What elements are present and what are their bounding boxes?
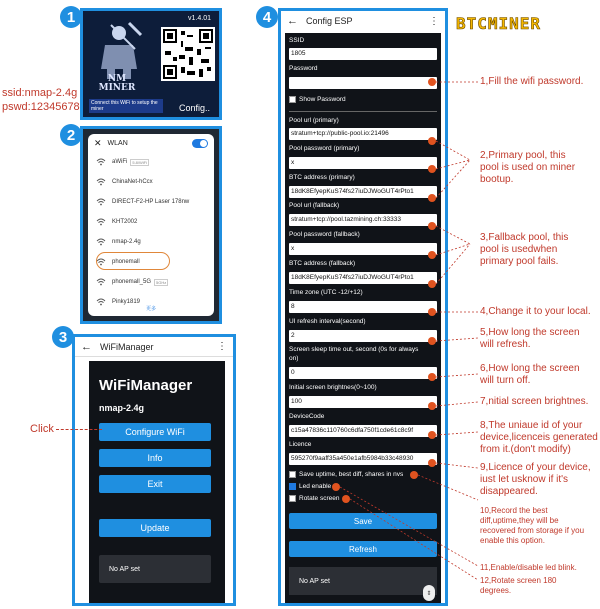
led-enable-label: Led enable [299, 483, 332, 490]
network-name: phonemall [112, 259, 140, 265]
brightness-label: Initial screen brightnes(0~100) [289, 384, 377, 391]
device-config-label: Config.. [179, 103, 211, 113]
note-8-line-3: from it.(don't modify) [480, 444, 571, 455]
wlan-title: WLAN [107, 139, 128, 147]
scroll-arrows-icon[interactable]: ⇕ [423, 585, 435, 601]
close-icon[interactable]: ✕ [94, 137, 102, 148]
note-8-line-1: 8,The uniaue id of your [480, 420, 583, 431]
licence-input[interactable]: 595270f9aaff35a450e1afb5984b33c48930 [289, 453, 437, 465]
note-3-line-2: pool is usedwhen [480, 244, 558, 255]
network-band-tag: 5.8/WiFi [132, 159, 148, 165]
info-button[interactable]: Info [99, 449, 211, 467]
device-version: v1.4.01 [188, 15, 211, 22]
wifimanager-title: WiFiManager [99, 377, 193, 394]
time-zone-label: Time zone (UTC -12/+12) [289, 289, 363, 296]
no-ap-status: No AP set [99, 555, 211, 583]
back-arrow-icon[interactable]: ← [81, 340, 92, 353]
exit-button[interactable]: Exit [99, 475, 211, 493]
btcminer-logo: BTCMINER [456, 14, 542, 33]
config-bar-title: Config ESP [306, 16, 353, 26]
ssid-input[interactable]: 1805 [289, 48, 437, 60]
save-nvs-label: Save uptime, best diff, shares in nvs [299, 471, 404, 478]
note-6 [480, 363, 580, 387]
note-8-line-2: device,licenceis generated [480, 432, 598, 443]
show-password-label: Show Password [299, 96, 346, 103]
note-3-line-3: primary pool fails. [480, 256, 559, 267]
note-3 [480, 232, 568, 268]
pool-url-primary-input[interactable]: stratum+tcp://public-pool.io:21496 [289, 128, 437, 140]
pool-password-primary-input[interactable]: x [289, 157, 437, 169]
note-8 [480, 420, 598, 456]
no-ap-status: No AP set [289, 567, 437, 595]
note-12-line-1: 12,Rotate screen 180 [480, 576, 557, 585]
note-3-line-1: 3,Fallback pool, this [480, 232, 569, 243]
note-2 [480, 150, 575, 186]
pool-url-primary-label: Pool url (primary) [289, 117, 339, 124]
ssid-label: SSID [289, 37, 305, 44]
note-2-line-2: pool is used on miner [480, 162, 576, 173]
step-badge-1: 1 [60, 6, 82, 28]
note-5-line-1: 5,How long the screen [480, 327, 580, 338]
ssid-note: ssid:nmap-2.4g [2, 87, 78, 99]
step-badge-4: 4 [256, 6, 278, 28]
sleep-timeout-input[interactable]: 0 [289, 367, 437, 379]
note-1: 1,Fill the wifi password. [480, 76, 584, 87]
note-6-line-2: will turn off. [480, 375, 531, 386]
note-2-line-3: bootup. [480, 174, 514, 185]
licence-label: Licence [289, 441, 312, 448]
pool-password-primary-label: Pool password (primary) [289, 145, 360, 152]
wlan-more-link[interactable]: 更多 [145, 306, 156, 312]
note-9 [480, 462, 591, 498]
update-button[interactable]: Update [99, 519, 211, 537]
configure-wifi-button[interactable]: Configure WiFi [99, 423, 211, 441]
note-10 [480, 506, 584, 546]
pool-url-fallback-input[interactable]: stratum+tcp://pool.tazmining.ch:33333 [289, 214, 437, 226]
sleep-timeout-label: Screen sleep time out, second (0s for always [289, 346, 419, 353]
back-arrow-icon[interactable]: ← [287, 15, 298, 27]
more-options-icon[interactable]: ⋮ [217, 341, 227, 352]
note-9-line-2: iust let usknow if it's [480, 474, 569, 485]
btc-address-fallback-input[interactable]: 18dK8EfyepKuS74fs27iuDJWoGUT4rPto1 [289, 272, 437, 284]
refresh-button[interactable]: Refresh [289, 541, 437, 557]
step-badge-2: 2 [60, 124, 82, 146]
device-code-input[interactable]: c15a47836c110760c6dfa750f1cde61c8c9f [289, 425, 437, 437]
brand-line-2: MINER [98, 83, 136, 93]
note-4: 4,Change it to your local. [480, 306, 591, 317]
wifimanager-ssid: nmap-2.4g [99, 403, 145, 413]
network-name: Pinky1819 [112, 299, 141, 305]
network-name: DIRECT-F2-HP Laser 178nw [112, 199, 190, 205]
note-10-line-2: diff,uptime,they will be [480, 516, 559, 525]
note-9-line-1: 9,Licence of your device, [480, 462, 591, 473]
note-10-line-3: recovered from storage if you [480, 526, 585, 535]
network-name: ChinaNet-hCcx [112, 179, 153, 185]
wifimanager-bar-title: WiFiManager [100, 341, 154, 352]
note-5-line-2: will refresh. [480, 339, 531, 350]
note-6-line-1: 6,How long the screen [480, 363, 580, 374]
save-button[interactable]: Save [289, 513, 437, 529]
pool-password-fallback-label: Pool password (fallback) [289, 231, 360, 238]
brand-line-1: NM [107, 74, 127, 84]
time-zone-input[interactable]: 8 [289, 301, 437, 313]
note-9-line-3: disappeared. [480, 486, 538, 497]
note-12 [480, 576, 557, 596]
pool-password-fallback-input[interactable]: x [289, 243, 437, 255]
device-connect-text: Connect this WiFi to setup the miner [89, 99, 163, 113]
brightness-input[interactable]: 100 [289, 396, 437, 408]
more-options-icon[interactable]: ⋮ [429, 15, 439, 27]
note-12-line-2: degrees. [480, 586, 512, 595]
note-10-line-4: enable this option. [480, 536, 545, 545]
refresh-interval-input[interactable]: 2 [289, 330, 437, 342]
pool-url-fallback-label: Pool url (fallback) [289, 202, 340, 209]
sleep-timeout-label-2: on) [289, 355, 299, 362]
password-label: Password [289, 65, 318, 72]
device-code-label: DeviceCode [289, 413, 325, 420]
note-5 [480, 327, 580, 351]
network-band-tag: 5GHz [156, 279, 167, 285]
refresh-interval-label: UI refresh interval(second) [289, 318, 366, 325]
note-2-line-1: 2,Primary pool, this [480, 150, 566, 161]
network-name: phonemall_5G [112, 279, 152, 285]
step-badge-3: 3 [52, 326, 74, 348]
network-name: nmap-2.4g [112, 239, 141, 245]
btc-address-fallback-label: BTC address (fallback) [289, 260, 356, 267]
network-name: KHT2002 [112, 219, 138, 225]
btc-address-primary-input[interactable]: 18dK8EfyepKuS74fs27iuDJWoGUT4rPto1 [289, 186, 437, 198]
pswd-note: pswd:12345678 [2, 101, 80, 113]
note-7: 7,nitial screen brightnes. [480, 396, 589, 407]
note-11: 11,Enable/disable led blink. [480, 563, 577, 572]
note-10-line-1: 10,Record the best [480, 506, 548, 515]
btc-address-primary-label: BTC address (primary) [289, 174, 355, 181]
rotate-screen-label: Rotate screen [299, 495, 340, 502]
click-annotation: Click [30, 423, 54, 435]
network-name: aWiFi [112, 159, 128, 165]
